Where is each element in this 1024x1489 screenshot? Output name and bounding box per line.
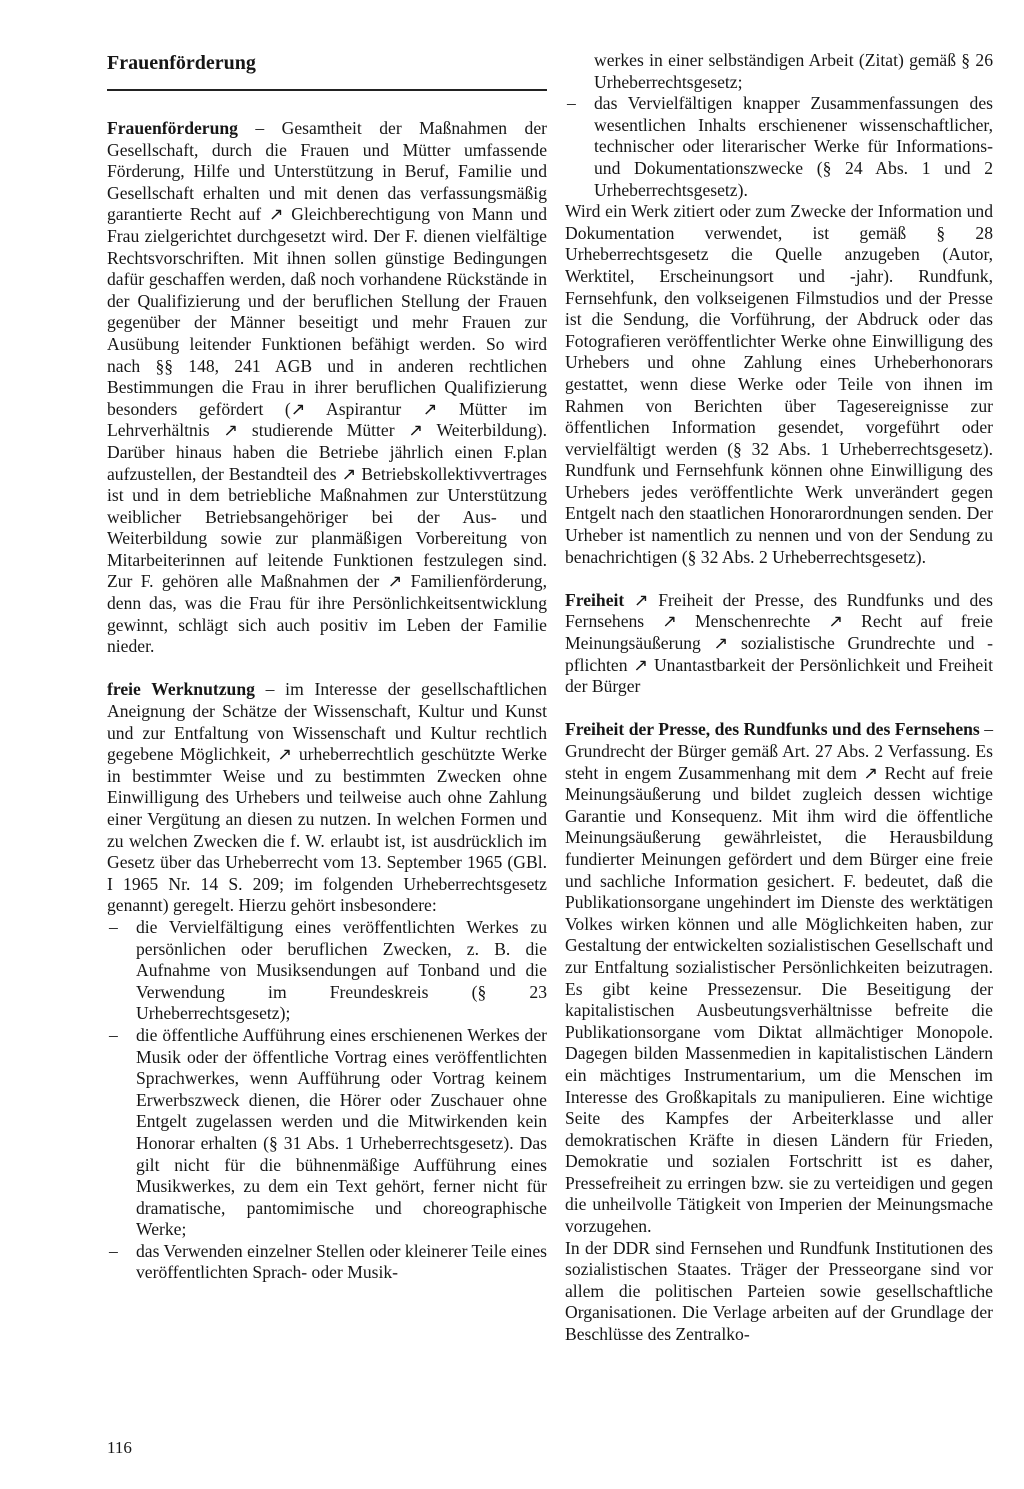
list-item: – die Vervielfältigung eines veröffentlichten Werkes zu persönlichen oder beruflichen Zwecken, z. B. die Aufnahme von Musiksendungen auf Tonband und die Verwendung im Freundeskreis (§ 23 Urheberrechtsgesetz); [107,917,547,1025]
list-item: – die öffentliche Aufführung eines erschienenen Werkes der Musik oder der öffentliche Vortrag eines veröffentlichten Sprachwerkes, wenn Aufführung oder Vortrag keinem Erwerbszweck dienen, die Hörer oder Zuschauer ohne Entgelt zugelassen werden und die Mitwirkenden kein Honorar erhalten (§ 31 Abs. 1 Urheberrechtsgesetz). Das gilt nicht für die bühnenmäßige Aufführung eines Musikwerkes, zu dem ein Text gehört, ferner nicht für dramatische, pantomimische und choreographische Werke; [107,1025,547,1241]
entry-freie-werknutzung [107,679,547,1284]
headword: freie Werknutzung [107,679,255,700]
paragraph: Wird ein Werk zitiert oder zum Zwecke der Information und Dokumentation verwendet, ist gemäß § 28 Urheberrechtsgesetz die Quelle anzugeben (Autor, Werktitel, Erscheinungsort und -jahr). Rundfunk, Fernsehfunk, den volkseigenen Filmstudios und der Presse ist die Sendung, die Vorführung, der Abdruck oder das Fotografieren veröffentlichter Werke ohne Einwilligung des Urhebers und ohne Zahlung eines Urheberhonorars gestattet, wenn diese Werke oder Teile von ihnen im Rahmen von Berichten über Tagesereignisse zur öffentlichen Information gesendet, vorgeführt oder vervielfältigt werden (§ 32 Abs. 1 Urheberrechtsgesetz). Rundfunk und Fernsehfunk können ohne Einwilligung des Urhebers jedes veröffentlichte Werk unverändert gegen Entgelt nach den staatlichen Honorarordnungen senden. Der Urheber ist namentlich zu nennen und von der Sendung zu benachrichtigen (§ 32 Abs. 2 Urheberrechtsgesetz). [565,201,993,567]
list-continuation: werkes in einer selbständigen Arbeit (Zitat) gemäß § 26 Urheberrechtsgesetz; [594,50,993,92]
entry-text: – im Interesse der gesellschaftlichen Aneignung der Schätze der Wissenschaft, Kultur und Kunst und zur Entfaltung von Wissenschaft und Kultur rechtlich gegebene Möglichkeit, ↗ urheberrechtlich geschützte Werke in bestimmter Weise und zu bestimmten Zwecken ohne Einwilligung des Urhebers und teilweise auch ohne Zahlung einer Vergütung an diesen zu nutzen. In welchen Formen und zu welchen Zwecken die f. W. erlaubt ist, ist ausdrücklich im Gesetz über das Urheberrecht vom 13. September 1965 (GBl. I 1965 Nr. 14 S. 209; im folgenden Urheberrechtsgesetz genannt) geregelt. Hierzu gehört insbesondere: [107,679,547,916]
entry-frauenfoerderung [107,118,547,658]
paragraph: In der DDR sind Fernsehen und Rundfunk Institutionen des sozialistischen Staates. Träger der Presseorgane sind vor allem die politischen Parteien sowie gesellschaftliche Organisationen. Die Verlage arbeiten auf der Grundlage der Beschlüsse des Zentralko- [565,1237,993,1345]
headword: Freiheit der Presse, des Rundfunks und des Fernsehens [565,719,980,740]
list-item: – das Verwenden einzelner Stellen oder kleinerer Teile eines veröffentlichten Sprach- oder Musik- [107,1241,547,1284]
left-column [107,118,547,1284]
dash-list [565,93,993,201]
entry-text: ↗ Freiheit der Presse, des Rundfunks und des Fernsehens ↗ Menschenrechte ↗ Recht auf freie Meinungsäußerung ↗ sozialistische Grundrechte und -pflichten ↗ Unantastbarkeit der Persönlichkeit und Freiheit der Bürger [565,589,993,697]
entry-text: – Gesamtheit der Maßnahmen der Gesellschaft, durch die Frauen und Mütter umfassende Förderung, Hilfe und Unterstützung in Beruf, Familie und Gesellschaft erhalten und mit denen das verfassungsmäßig garantierte Recht auf ↗ Gleichberechtigung von Mann und Frau zielgerichtet durchgesetzt wird. Der F. dienen vielfältige Rechtsvorschriften. Mit ihnen sollen günstige Bedingungen dafür geschaffen werden, daß noch vorhandene Rückstände in der Qualifizierung und der beruflichen Stellung der Frauen gegenüber der Männer beseitigt und mehr Frauen zur Ausübung leitender Funktionen befähigt werden. So wird nach §§ 148, 241 AGB und in anderen rechtlichen Bestimmungen die Frau in ihrer beruflichen Qualifizierung besonders gefördert (↗ Aspirantur ↗ Mütter im Lehrverhältnis ↗ studierende Mütter ↗ Weiterbildung). Darüber hinaus haben die Betriebe jährlich einen F.plan aufzustellen, der Bestandteil des ↗ Betriebskollektivvertrages ist und in dem betriebliche Maßnahmen zur Unterstützung weiblicher Betriebsangehöriger bei der Aus- und Weiterbildung sowie zur planmäßigen Vorbereitung von Mitarbeiterinnen auf leitende Funktionen festzulegen sind. Zur F. gehören alle Maßnahmen der ↗ Familienförderung, denn das, was die Frau für ihre Persönlichkeitsentwicklung gewinnt, schlägt sich auch positiv im Leben der Familie nieder. [107,118,547,657]
entry-text: – Grundrecht der Bürger gemäß Art. 27 Abs. 2 Verfassung. Es steht in engem Zusammenhang mit dem ↗ Recht auf freie Meinungsäußerung und bildet zugleich dessen wichtige Garantie und Konsequenz. Mit ihm wird die öffentliche Meinungsäußerung gewährleistet, die Herausbildung fundierter Meinungen gefördert und dem Bürger eine freie und sachliche Information gesichert. F. bedeutet, daß die Publikationsorgane ungehindert im Dienste des werktätigen Volkes wirken können und alle Möglichkeiten haben, zur Gestaltung der entwickelten sozialistischen Gesellschaft und zur Entfaltung sozialistischer Persönlichkeiten beizutragen. Es gibt keine Pressezensur. Die Beseitigung der kapitalistischen Ausbeutungsverhältnisse befreite die Publikationsorgane vom Diktat allmächtiger Monopole. Dagegen bilden Massenmedien in kapitalistischen Ländern ein mächtiges Instrumentarium, um die Menschen im Interesse des Großkapitals zu manipulieren. Eine wichtige Seite des Kampfes der Arbeiterklasse und aller demokratischen Kräfte in diesen Ländern für Frieden, Demokratie und sozialen Fortschritt ist es daher, Pressefreiheit zu erringen bzw. sie zu verteidigen und gegen die unheilvolle Tätigkeit von Imperien der Meinungsmache vorzugehen. [565,719,993,1237]
headword: Frauenförderung [107,118,238,138]
page-number: 116 [107,1438,132,1457]
entry-freiheit-der-presse [565,719,993,1345]
running-head: Frauenförderung [107,52,256,74]
header-rule [107,89,547,91]
dash-list [107,917,547,1284]
entry-freiheit [565,590,993,698]
headword: Freiheit [565,589,625,610]
right-column [565,50,993,1346]
list-item: – das Vervielfältigen knapper Zusammenfassungen des wesentlichen Inhalts erschienener wissenschaftlicher, technischer oder literarischer Werke für Informations- und Dokumentationszwecke (§ 24 Abs. 1 und 2 Urheberrechtsgesetz). [565,93,993,201]
